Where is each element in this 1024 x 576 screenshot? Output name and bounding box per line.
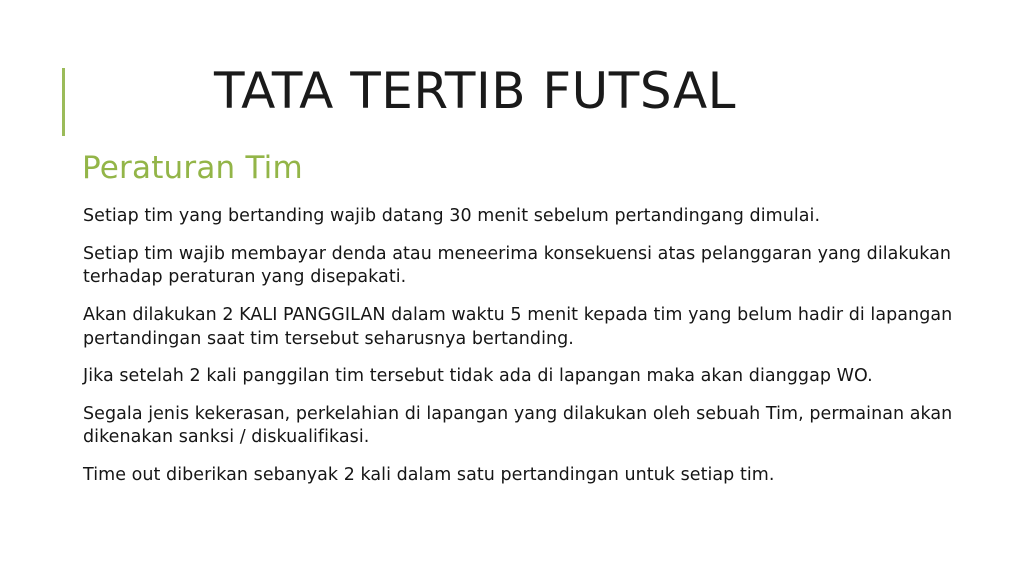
page-title: TATA TERTIB FUTSAL [213,62,737,120]
paragraph: Jika setelah 2 kali panggilan tim tersebut tidak ada di lapangan maka akan dianggap WO. [83,366,873,387]
paragraph: Segala jenis kekerasan, perkelahian di lapangan yang dilakukan oleh sebuah Tim, permainan akan dikenakan sanksi / diskualifikasi. [83,403,953,448]
paragraph: Time out diberikan sebanyak 2 kali dalam satu pertandingan untuk setiap tim. [83,465,775,485]
paragraph: Setiap tim yang bertanding wajib datang 30 menit sebelum pertandingang dimulai. [83,206,821,226]
section-heading: Peraturan Tim [82,150,303,186]
body-text-block [83,205,953,488]
title-accent-bar [62,68,65,136]
paragraph: Setiap tim wajib membayar denda atau meneerima konsekuensi atas pelanggaran yang dilakukan terhadap peraturan yang disepakati. [83,243,952,288]
paragraph: Akan dilakukan 2 KALI PANGGILAN dalam waktu 5 menit kepada tim yang belum hadir di lapangan pertandingan saat tim tersebut seharusnya bertanding. [83,304,953,349]
